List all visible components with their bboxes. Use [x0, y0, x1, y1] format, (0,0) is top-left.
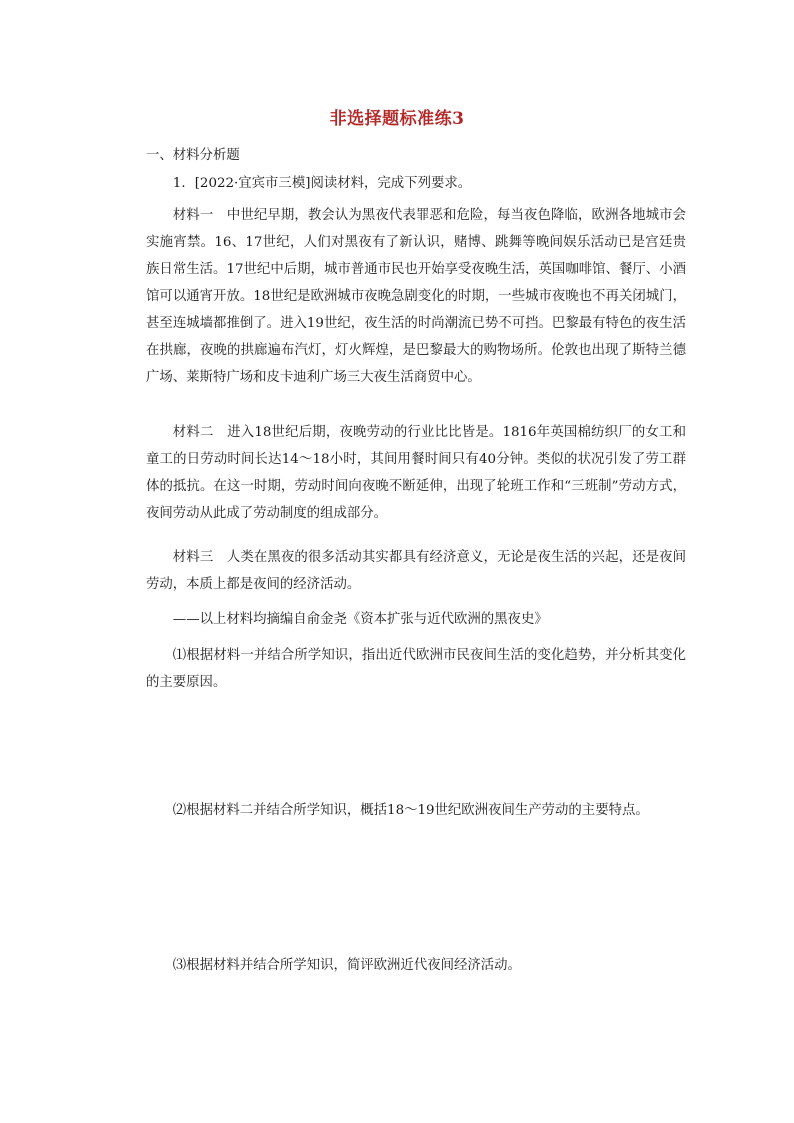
material-text: 进入18世纪后期，夜晚劳动的行业比比皆是。1816年英国棉纺织厂的女工和童工的日劳动时间长达14～18小时，其间用餐时间只有40分钟。类似的状况引发了劳工群体的抵抗。在这一时期，劳动时间向夜晚不断延伸，出现了轮班工作和“三班制”劳动方式，夜间劳动从此成了劳动制度的组成部分。: [146, 425, 687, 521]
material-label: 材料二: [172, 425, 214, 440]
page-title: 非选择题标准练3: [329, 109, 465, 129]
material-label: 材料三: [172, 550, 214, 565]
sub-question: ⑵根据材料二并结合所学知识，概括18～19世纪欧洲夜间生产劳动的主要特点。: [172, 803, 649, 818]
material-paragraph: [146, 544, 686, 598]
material-text: 中世纪早期，教会认为黑夜代表罪恶和危险，每当夜色降临，欧洲各地城市会实施宵禁。16、17世纪，人们对黑夜有了新认识，赌博、跳舞等晚间娱乐活动已是宫廷贵族日常生活。17世纪中后期，城市普通市民也开始享受夜晚生活，英国咖啡馆、餐厅、小酒馆可以通宵开放。18世纪是欧洲城市夜晚急剧变化的时期，一些城市夜晚也不再关闭城门，甚至连城墙都推倒了。进入19世纪，夜生活的时尚潮流已势不可挡。巴黎最有特色的夜生活在拱廊，夜晚的拱廊遍布汽灯，灯火辉煌，是巴黎最大的购物场所。伦敦也出现了斯特兰德广场、莱斯特广场和皮卡迪利广场三大夜生活商贸中心。: [146, 208, 687, 385]
source-citation: ——以上材料均摘编自俞金尧《资本扩张与近代欧洲的黑夜史》: [172, 612, 548, 627]
material-one-block: [146, 202, 686, 391]
material-two-block: [146, 419, 686, 527]
sub-question: ⑶根据材料并结合所学知识，简评欧洲近代夜间经济活动。: [172, 958, 521, 973]
material-three-block: [146, 544, 686, 598]
question-one-block: [146, 642, 686, 696]
question-two-block: [146, 797, 686, 824]
sub-question: ⑴根据材料一并结合所学知识，指出近代欧洲市民夜间生活的变化趋势，并分析其变化的主要原因。: [146, 648, 686, 690]
material-label: 材料一: [172, 208, 214, 223]
question-intro: 1．[2022·宜宾市三模]阅读材料，完成下列要求。: [172, 176, 472, 191]
material-paragraph: [146, 419, 686, 527]
source-citation-block: [146, 606, 686, 633]
section-heading: 一、材料分析题: [146, 148, 240, 163]
material-text: 人类在黑夜的很多活动其实都具有经济意义，无论是夜生活的兴起，还是夜间劳动，本质上都是夜间的经济活动。: [146, 550, 687, 592]
question-three-block: [146, 952, 686, 979]
section-heading-block: [146, 142, 686, 169]
material-paragraph: [146, 202, 686, 391]
question-intro-block: [146, 170, 686, 197]
